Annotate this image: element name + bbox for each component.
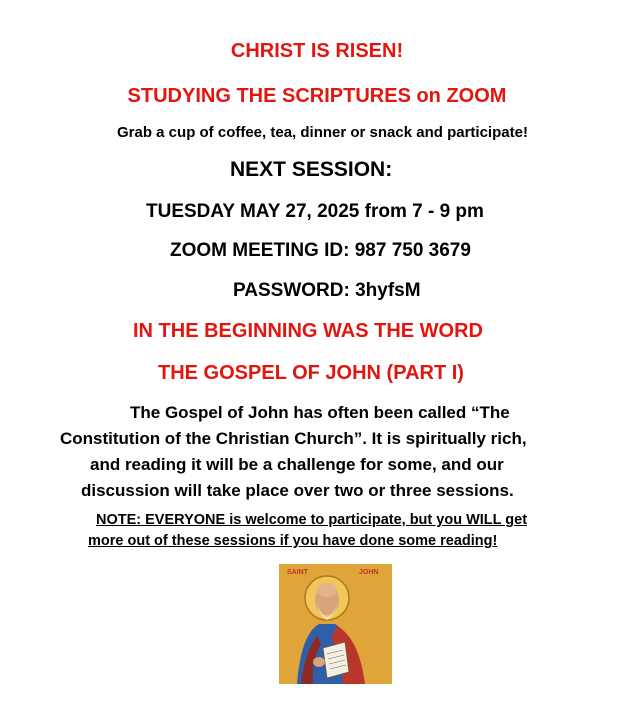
note-paragraph bbox=[88, 510, 527, 552]
description-paragraph bbox=[60, 400, 580, 504]
session-date: TUESDAY MAY 27, 2025 from 7 - 9 pm bbox=[146, 201, 484, 222]
topic-heading: IN THE BEGINNING WAS THE WORD bbox=[133, 320, 483, 342]
note-line: NOTE: EVERYONE is welcome to participate, but you WILL get bbox=[96, 512, 528, 528]
icon-book-text: Ἐν ἀρχῇ ἦν ὁ λόγος bbox=[279, 564, 288, 565]
zoom-password: PASSWORD: 3hyfsM bbox=[233, 280, 421, 301]
description-line: and reading it will be a challenge for some, and our bbox=[90, 455, 504, 474]
saint-john-icon-art bbox=[279, 564, 392, 684]
topic-subheading: THE GOSPEL OF JOHN (PART I) bbox=[158, 362, 464, 384]
description-line: The Gospel of John has often been called “The bbox=[130, 403, 510, 422]
tagline: Grab a cup of coffee, tea, dinner or snack and participate! bbox=[117, 124, 528, 141]
zoom-study-title: STUDYING THE SCRIPTURES on ZOOM bbox=[127, 85, 507, 107]
note-line: more out of these sessions if you have done some reading! bbox=[88, 533, 498, 549]
greeting-title: CHRIST IS RISEN! bbox=[230, 40, 404, 62]
icon-label-john: JOHN bbox=[359, 569, 379, 576]
next-session-label: NEXT SESSION: bbox=[230, 158, 393, 181]
next-session-heading bbox=[230, 158, 392, 182]
zoom-meeting-id: ZOOM MEETING ID: 987 750 3679 bbox=[170, 240, 471, 261]
saint-john-icon bbox=[279, 564, 392, 684]
icon-label-saint: SAINT bbox=[287, 569, 308, 576]
description-line: Constitution of the Christian Church”. It is spiritually rich, bbox=[60, 429, 527, 448]
description-line: discussion will take place over two or three sessions. bbox=[81, 481, 514, 500]
